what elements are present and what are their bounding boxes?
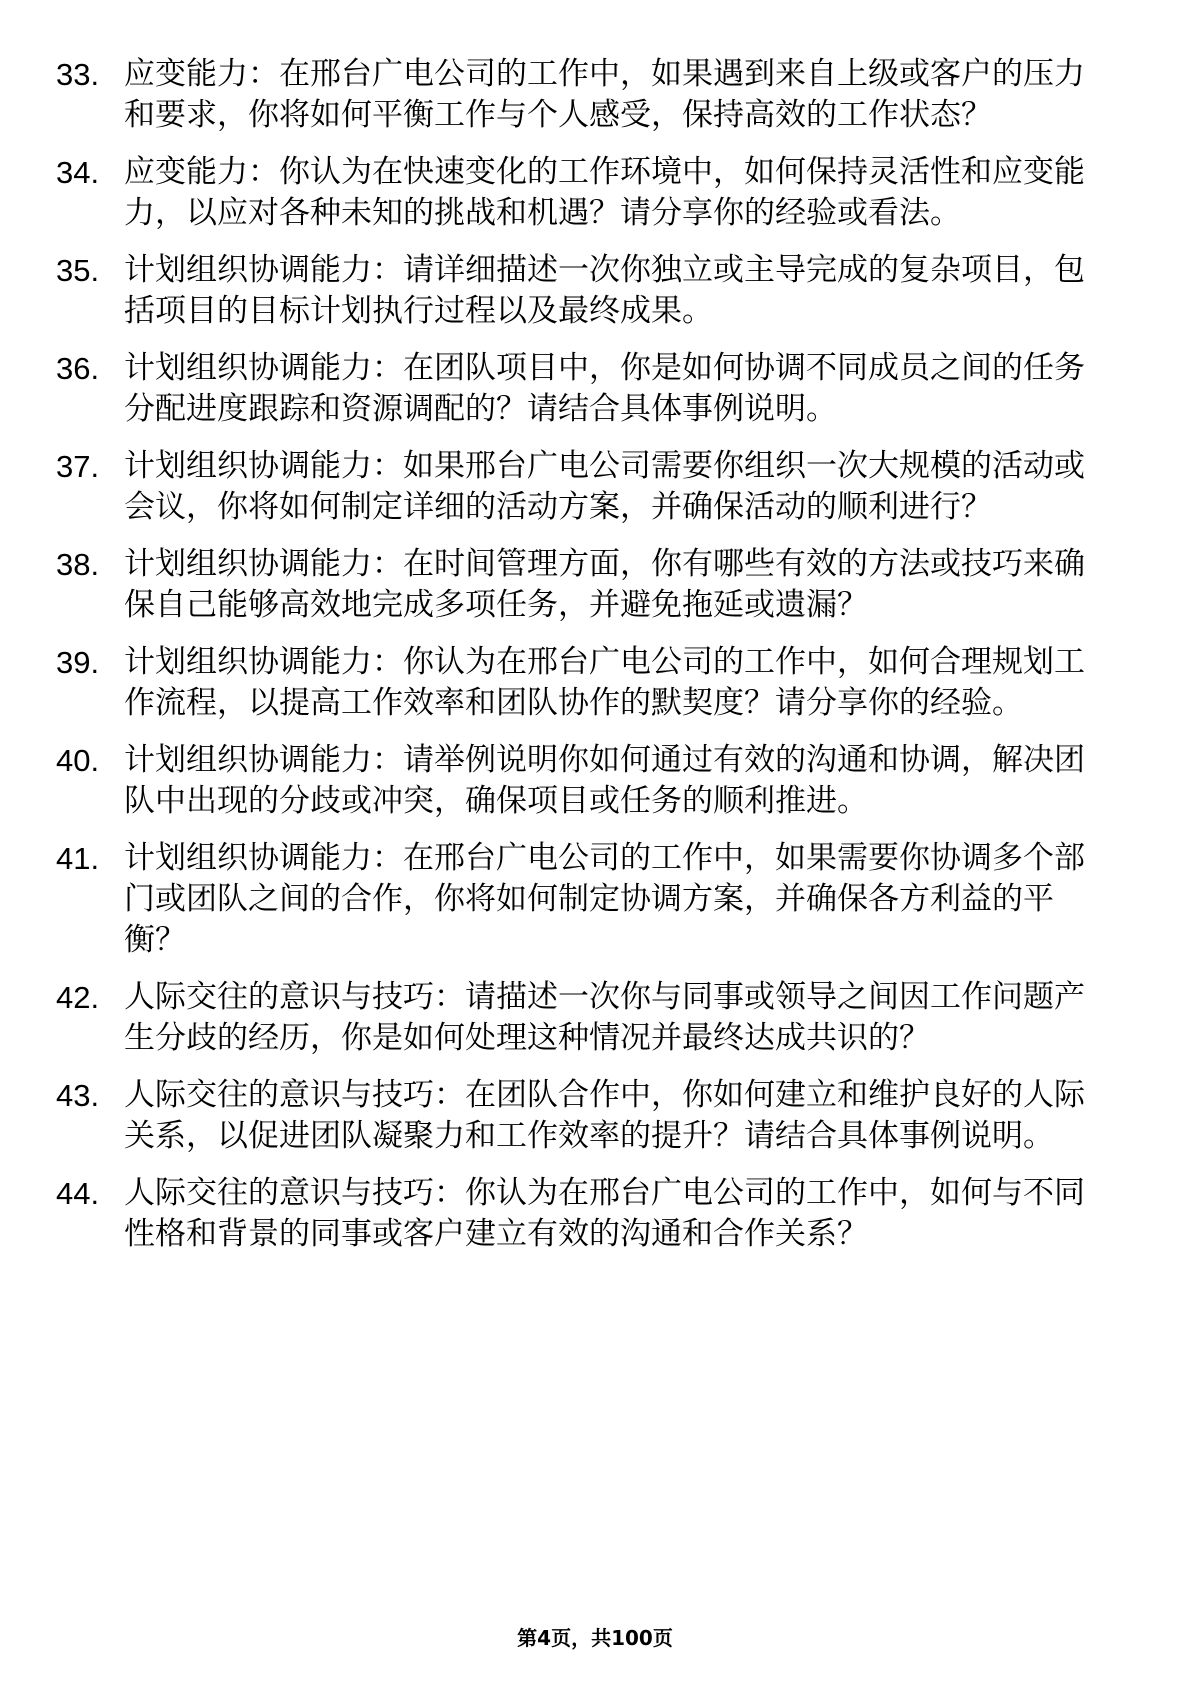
question-item xyxy=(56,446,1108,528)
question-text: 人际交往的意识与技巧：你认为在邢台广电公司的工作中，如何与不同性格和背景的同事或客户建立有效的沟通和合作关系？ xyxy=(124,1175,1085,1252)
question-number: 39. xyxy=(56,645,100,680)
question-item xyxy=(56,152,1108,234)
question-text: 计划组织协调能力：在团队项目中，你是如何协调不同成员之间的任务分配进度跟踪和资源调配的？请结合具体事例说明。 xyxy=(124,350,1085,427)
question-number: 35. xyxy=(56,253,100,288)
question-text: 人际交往的意识与技巧：在团队合作中，你如何建立和维护良好的人际关系，以促进团队凝聚力和工作效率的提升？请结合具体事例说明。 xyxy=(124,1077,1085,1154)
question-number: 33. xyxy=(56,57,100,92)
question-text: 人际交往的意识与技巧：请描述一次你与同事或领导之间因工作问题产生分歧的经历，你是如何处理这种情况并最终达成共识的？ xyxy=(124,979,1085,1056)
question-text: 计划组织协调能力：在时间管理方面，你有哪些有效的方法或技巧来确保自己能够高效地完成多项任务，并避免拖延或遗漏？ xyxy=(124,546,1085,623)
question-number: 42. xyxy=(56,980,100,1015)
question-text: 计划组织协调能力：你认为在邢台广电公司的工作中，如何合理规划工作流程，以提高工作效率和团队协作的默契度？请分享你的经验。 xyxy=(124,644,1085,721)
question-item xyxy=(56,250,1108,332)
page-footer: 第4页，共100页 xyxy=(517,1626,673,1650)
question-item xyxy=(56,348,1108,430)
question-text: 计划组织协调能力：请详细描述一次你独立或主导完成的复杂项目，包括项目的目标计划执行过程以及最终成果。 xyxy=(124,252,1085,329)
question-text: 计划组织协调能力：如果邢台广电公司需要你组织一次大规模的活动或会议，你将如何制定详细的活动方案，并确保活动的顺利进行？ xyxy=(124,448,1085,525)
question-item xyxy=(56,544,1108,626)
question-number: 43. xyxy=(56,1078,100,1113)
question-item xyxy=(56,1075,1108,1157)
question-number: 36. xyxy=(56,351,100,386)
question-number: 41. xyxy=(56,841,100,876)
question-number: 38. xyxy=(56,547,100,582)
question-item xyxy=(56,977,1108,1059)
question-text: 计划组织协调能力：在邢台广电公司的工作中，如果需要你协调多个部门或团队之间的合作，你将如何制定协调方案，并确保各方利益的平衡？ xyxy=(124,840,1085,958)
question-item xyxy=(56,740,1108,822)
question-number: 34. xyxy=(56,155,100,190)
question-item xyxy=(56,1173,1108,1255)
question-text: 应变能力：在邢台广电公司的工作中，如果遇到来自上级或客户的压力和要求，你将如何平衡工作与个人感受，保持高效的工作状态？ xyxy=(124,56,1085,133)
question-text: 应变能力：你认为在快速变化的工作环境中，如何保持灵活性和应变能力，以应对各种未知的挑战和机遇？请分享你的经验或看法。 xyxy=(124,154,1085,231)
question-item xyxy=(56,642,1108,724)
question-list xyxy=(56,54,1108,1271)
question-number: 44. xyxy=(56,1176,100,1211)
question-item xyxy=(56,54,1108,136)
question-text: 计划组织协调能力：请举例说明你如何通过有效的沟通和协调，解决团队中出现的分歧或冲突，确保项目或任务的顺利推进。 xyxy=(124,742,1085,819)
question-number: 40. xyxy=(56,743,100,778)
question-item xyxy=(56,838,1108,961)
question-number: 37. xyxy=(56,449,100,484)
